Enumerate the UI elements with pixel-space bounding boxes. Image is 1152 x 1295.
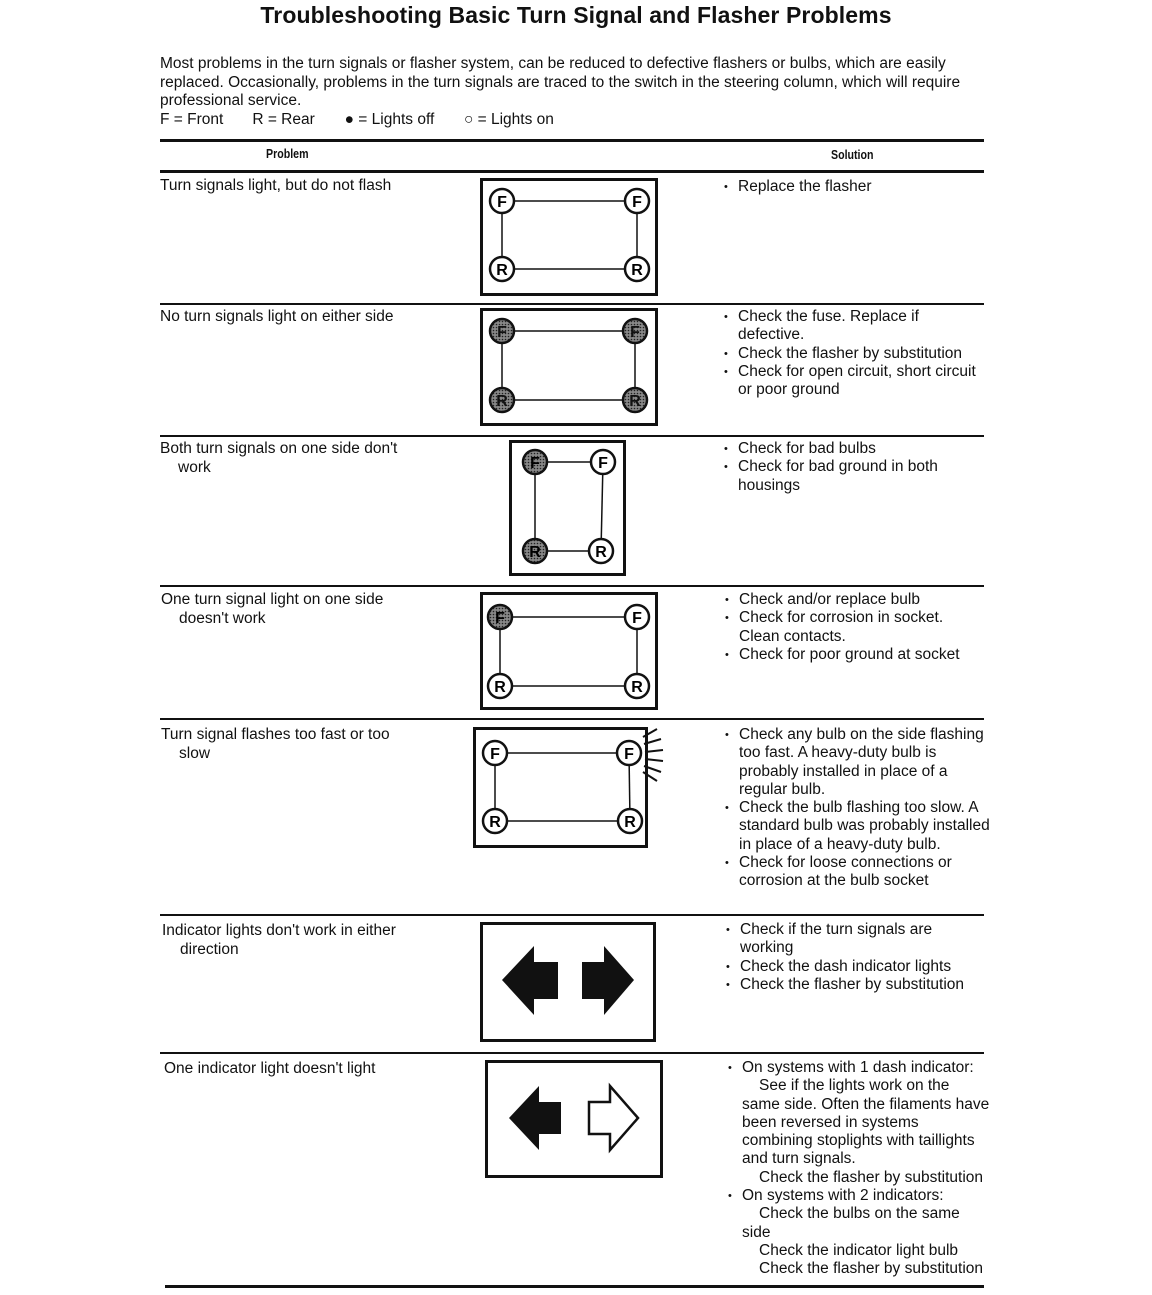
solution-list [725, 726, 990, 891]
problem-line-1: Both turn signals on one side don't [160, 440, 398, 457]
svg-text:R: R [631, 262, 643, 279]
bulb-diagram-fast-flash [473, 725, 668, 850]
left-arrow-icon [509, 1086, 561, 1150]
bulb-diagram-all-on [480, 178, 658, 296]
svg-text:R: R [494, 679, 506, 696]
row-divider [160, 914, 984, 916]
legend-lights-on: ○ = Lights on [463, 111, 554, 128]
solution-item: • Check the fuse. Replace if defective. [724, 308, 986, 345]
row-divider [160, 1052, 984, 1054]
problem-text: Turn signals light, but do not flash [160, 177, 392, 194]
svg-text:R: R [496, 262, 508, 279]
row-divider [160, 585, 984, 587]
solution-extra: Check the indicator light bulb [759, 1241, 959, 1259]
solution-item: • Check the bulb flashing too slow. A standard bulb was probably installed in place of a heavy-duty bulb. [725, 799, 990, 854]
header-bottom-rule [160, 170, 984, 173]
problem-line-2: direction [180, 940, 239, 958]
problem-line-2: work [178, 458, 211, 476]
svg-text:R: R [629, 393, 641, 410]
svg-text:F: F [495, 610, 505, 627]
header-solution: Solution [831, 148, 874, 162]
svg-text:F: F [632, 610, 642, 627]
solution-item: • On systems with 2 indicators: Check the bulbs on the same side Check the indicator light bulb Check the flasher by substitution [728, 1187, 990, 1278]
svg-text:F: F [630, 324, 640, 341]
bulb-diagram-one-off [480, 592, 658, 710]
solution-item: • Replace the flasher [724, 178, 994, 196]
problem-text: No turn signals light on either side [160, 308, 394, 325]
svg-text:R: R [595, 544, 607, 561]
solution-list [726, 921, 986, 994]
legend-lights-off: ● = Lights off [344, 111, 435, 128]
svg-text:R: R [631, 679, 643, 696]
legend-front: F = Front [160, 111, 224, 128]
solution-item: • On systems with 1 dash indicator: See if the lights work on the same side. Often the filaments have been reversed in systems combining stoplights with taillights and turn signals. Check the flasher by substitution [728, 1059, 990, 1186]
solution-item: • Check for bad ground in both housings [724, 458, 964, 495]
solution-list [728, 1059, 990, 1279]
solution-item: • Check for poor ground at socket [725, 646, 975, 664]
indicator-diagram-both-off [480, 922, 656, 1042]
solution-list [724, 440, 964, 495]
left-arrow-icon [502, 946, 558, 1015]
solution-heading: On systems with 2 indicators: [742, 1187, 944, 1205]
problem-text [161, 591, 461, 628]
svg-text:F: F [632, 194, 642, 211]
problem-line-1: Indicator lights don't work in either [162, 922, 396, 939]
svg-text:F: F [598, 455, 608, 472]
problem-line-2: doesn't work [179, 609, 266, 627]
svg-text:R: R [489, 814, 501, 831]
svg-text:R: R [496, 393, 508, 410]
solution-extra: Check the flasher by substitution [759, 1260, 984, 1278]
solution-list [724, 308, 986, 399]
row-divider [160, 303, 984, 305]
problem-text [160, 440, 460, 477]
problem-text [162, 922, 462, 959]
row-divider [160, 718, 984, 720]
problem-line-1: One turn signal light on one side [161, 591, 384, 608]
solution-body: Check the bulbs on the same side [742, 1205, 960, 1241]
solution-item: • Check for corrosion in socket. Clean contacts. [725, 609, 975, 646]
solution-item: • Check the flasher by substitution [726, 976, 986, 994]
solution-body: See if the lights work on the same side. Often the filaments have been reversed in systems combining stoplights with taillights and turn signals. [742, 1077, 990, 1168]
header-problem: Problem [266, 147, 309, 161]
svg-text:F: F [497, 324, 507, 341]
indicator-diagram-one-off [485, 1060, 663, 1178]
svg-text:F: F [624, 746, 634, 763]
table-top-rule [160, 139, 984, 142]
solution-item: • Check the dash indicator lights [726, 958, 986, 976]
page-title: Troubleshooting Basic Turn Signal and Flasher Problems [260, 2, 892, 28]
right-arrow-outline-icon [589, 1086, 638, 1150]
solution-item: • Check for bad bulbs [724, 440, 964, 458]
solution-item: • Check any bulb on the side flashing too fast. A heavy-duty bulb is probably installed in place of a regular bulb. [725, 726, 990, 799]
svg-text:R: R [624, 814, 636, 831]
solution-item: • Check and/or replace bulb [725, 591, 975, 609]
svg-text:R: R [529, 544, 541, 561]
table-bottom-rule [165, 1285, 984, 1288]
right-arrow-icon [582, 946, 634, 1015]
svg-text:F: F [530, 455, 540, 472]
problem-text: One indicator light doesn't light [164, 1060, 376, 1077]
legend-rear: R = Rear [252, 111, 315, 128]
problem-line-2: slow [179, 744, 211, 762]
solution-list [724, 178, 994, 196]
solution-extra: Check the flasher by substitution [759, 1168, 984, 1186]
legend [160, 111, 554, 129]
svg-text:F: F [490, 746, 500, 763]
intro-paragraph: Most problems in the turn signals or flasher system, can be reduced to defective flashers or bulbs, which are easily replaced. Occasionally, problems in the turn signals are traced to the switch in the steering column, which will require professional service. [160, 55, 961, 109]
problem-text [161, 726, 461, 763]
solution-heading: On systems with 1 dash indicator: [742, 1059, 974, 1076]
bulb-diagram-left-side-off [509, 440, 627, 577]
problem-line-1: Turn signal flashes too fast or too [161, 726, 390, 743]
bulb-diagram-all-off [480, 308, 658, 426]
solution-item: • Check if the turn signals are working [726, 921, 986, 958]
solution-item: • Check for open circuit, short circuit or poor ground [724, 363, 986, 400]
solution-item: • Check the flasher by substitution [724, 345, 986, 363]
row-divider [160, 435, 984, 437]
solution-list [725, 591, 975, 664]
solution-item: • Check for loose connections or corrosion at the bulb socket [725, 854, 990, 891]
svg-text:F: F [497, 194, 507, 211]
